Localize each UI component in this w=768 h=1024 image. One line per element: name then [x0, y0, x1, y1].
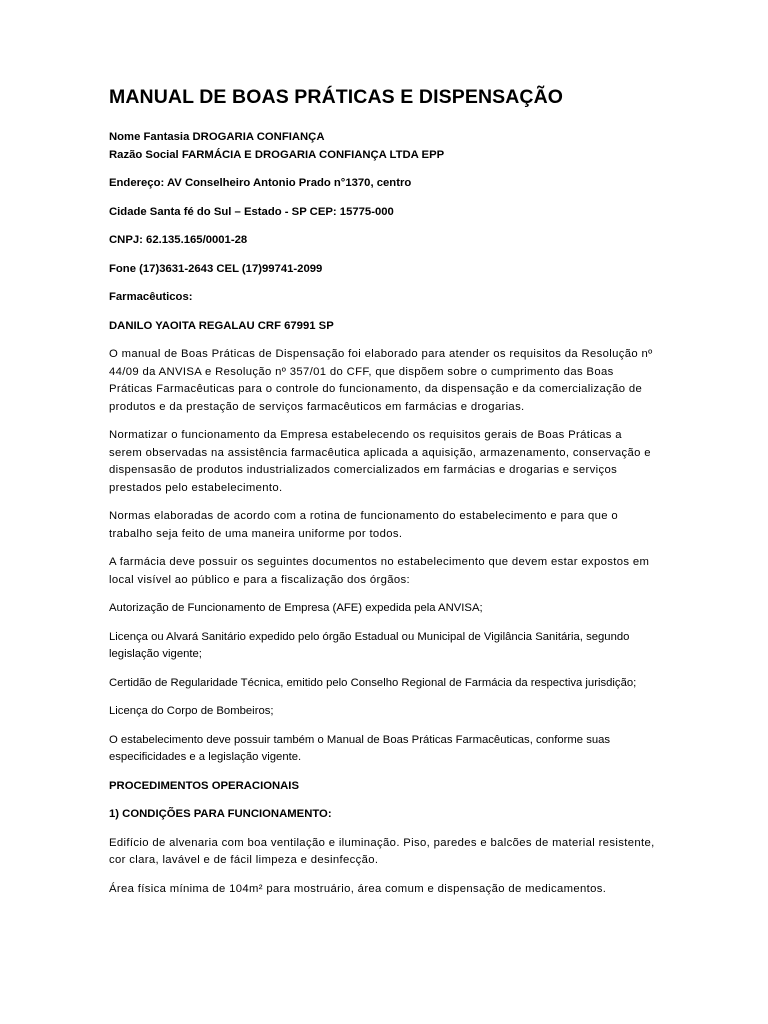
section-heading: PROCEDIMENTOS OPERACIONAIS — [109, 779, 299, 792]
paragraph-certidao: Certidão de Regularidade Técnica, emitido pelo Conselho Regional de Farmácia da respectiva jurisdição; — [109, 676, 637, 689]
farmaceuticos-label: Farmacêuticos: — [109, 291, 193, 303]
farmaceutico-name: DANILO YAOITA REGALAU CRF 67991 SP — [109, 319, 334, 332]
paragraph-intro: O manual de Boas Práticas de Dispensação foi elaborado para atender os requisitos da Resolução nº 44/09 da ANVISA e Resolução nº 357/01 do CFF, que dispõem sobre o cumprimento das Boas Práticas Farmacêuticas para o controle do funcionamento, da dispensação e da comercialização de produtos e da prestação de serviços farmacêuticos em farmácias e drogarias. — [109, 348, 653, 413]
paragraph-normatizar: Normatizar o funcionamento da Empresa estabelecendo os requisitos gerais de Boas Práticas a serem observadas na assistência farmacêutica aplicada a aquisição, armazenamento, conservação e dispensasão de produtos industrializados comercializados em farmácias e drogarias e serviços prestados pelo estabelecimento. — [109, 429, 651, 494]
paragraph-manual: O estabelecimento deve possuir também o Manual de Boas Práticas Farmacêuticas, conforme suas especificidades e a legislação vigente. — [109, 733, 611, 763]
cnpj: CNPJ: 62.135.165/0001-28 — [109, 234, 248, 246]
nome-fantasia: Nome Fantasia DROGARIA CONFIANÇA — [109, 131, 325, 143]
paragraph-licenca-sanitaria: Licença ou Alvará Sanitário expedido pelo órgão Estadual ou Municipal de Vigilância Sanitária, segundo legislação vigente; — [109, 630, 630, 660]
cidade: Cidade Santa fé do Sul – Estado - SP CEP: 15775-000 — [109, 205, 394, 218]
endereco: Endereço: AV Conselheiro Antonio Prado n°1370, centro — [109, 177, 412, 189]
paragraph-documentos: A farmácia deve possuir os seguintes documentos no estabelecimento que devem estar expostos em local visível ao público e para a fiscalização dos órgãos: — [109, 556, 650, 586]
paragraph-edificio: Edifício de alvenaria com boa ventilação e iluminação. Piso, paredes e balcões de material resistente, cor clara, lavável e de fácil limpeza e desinfecção. — [109, 836, 655, 866]
paragraph-afe: Autorização de Funcionamento de Empresa (AFE) expedida pela ANVISA; — [109, 602, 483, 614]
paragraph-bombeiros: Licença do Corpo de Bombeiros; — [109, 705, 274, 717]
paragraph-normas: Normas elaboradas de acordo com a rotina de funcionamento do estabelecimento e para que o trabalho seja feito de uma maneira uniforme por todos. — [109, 510, 619, 540]
fone: Fone (17)3631-2643 CEL (17)99741-2099 — [109, 262, 323, 275]
document-title: MANUAL DE BOAS PRÁTICAS E DISPENSAÇÃO — [109, 86, 564, 108]
razao-social: Razão Social FARMÁCIA E DROGARIA CONFIANÇA LTDA EPP — [109, 148, 445, 161]
subsection-heading: 1) CONDIÇÕES PARA FUNCIONAMENTO: — [109, 808, 332, 820]
paragraph-area-fisica: Área física mínima de 104m² para mostruário, área comum e dispensação de medicamentos. — [109, 882, 607, 895]
